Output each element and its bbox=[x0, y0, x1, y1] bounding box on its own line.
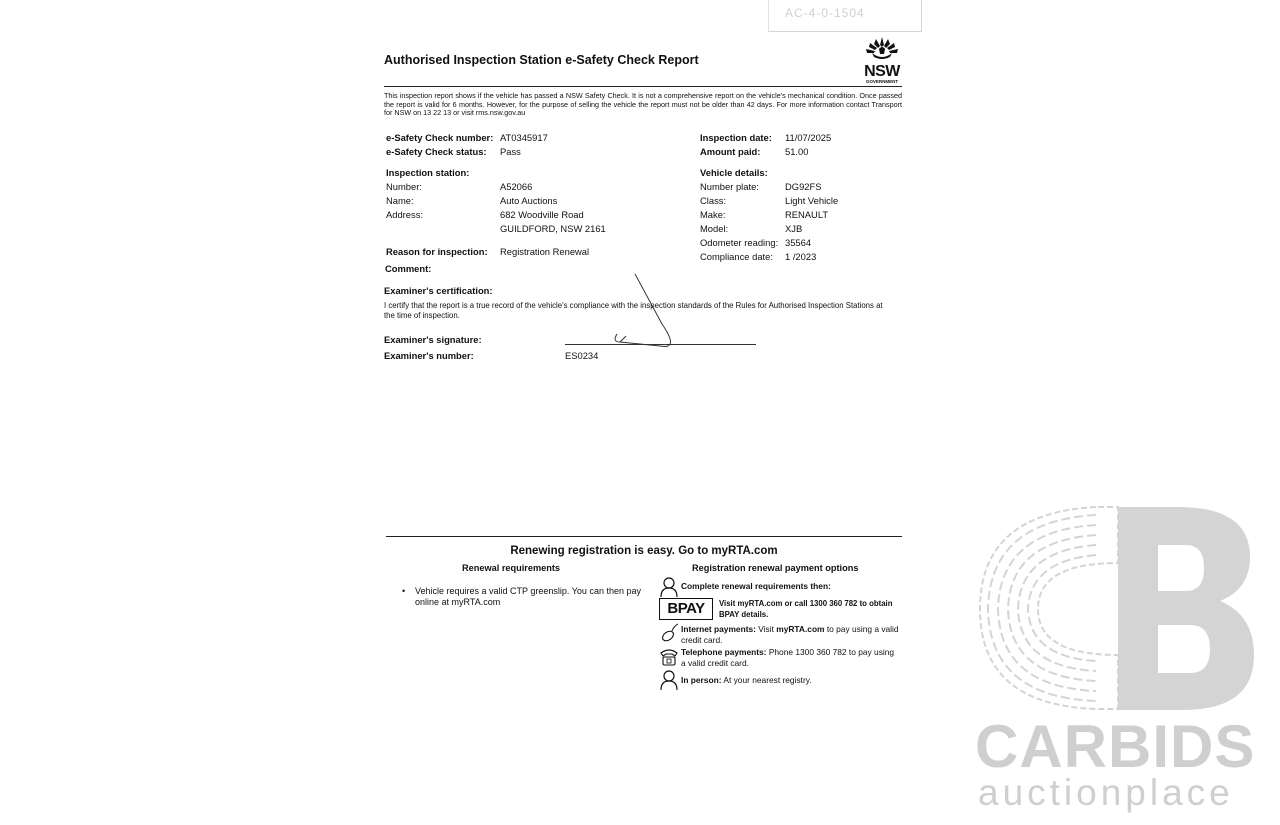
comment-label: Comment: bbox=[385, 263, 432, 274]
cert-heading: Examiner's certification: bbox=[384, 285, 493, 296]
station-heading: Inspection station: bbox=[386, 167, 470, 178]
make-value: RENAULT bbox=[785, 209, 829, 220]
bpay-text: Visit myRTA.com or call 1300 360 782 to obtain BPAY details. bbox=[719, 599, 893, 619]
examiner-number-value: ES0234 bbox=[565, 350, 599, 361]
inspection-date-label: Inspection date: bbox=[700, 132, 772, 143]
report-title: Authorised Inspection Station e-Safety Check Report bbox=[384, 53, 699, 67]
station-name-label: Name: bbox=[386, 195, 414, 206]
bpay-logo: BPAY bbox=[659, 598, 713, 620]
in-person-text: At your nearest registry. bbox=[723, 675, 812, 685]
telephone-payments bbox=[681, 647, 896, 668]
odometer-value: 35564 bbox=[785, 237, 812, 248]
nsw-government-logo bbox=[862, 35, 902, 85]
mouse-icon bbox=[660, 623, 678, 643]
logo-nsw-text: NSW bbox=[864, 63, 900, 80]
internet-label: Internet payments: bbox=[681, 624, 756, 634]
odometer-label: Odometer reading: bbox=[700, 237, 779, 248]
station-address-line2: GUILDFORD, NSW 2161 bbox=[500, 223, 606, 234]
class-label: Class: bbox=[700, 195, 727, 206]
model-label: Model: bbox=[700, 223, 729, 234]
in-person-label: In person: bbox=[681, 675, 722, 685]
payment-heading: Registration renewal payment options bbox=[692, 563, 859, 573]
check-status-value: Pass bbox=[500, 146, 521, 157]
waratah-icon bbox=[864, 35, 900, 59]
telephone-icon bbox=[660, 647, 678, 667]
inspection-date-value: 11/07/2025 bbox=[785, 132, 832, 143]
requirements-heading: Renewal requirements bbox=[462, 563, 561, 573]
compliance-label: Compliance date: bbox=[700, 251, 773, 262]
amount-paid-value: 51.00 bbox=[785, 146, 809, 157]
plate-label: Number plate: bbox=[700, 181, 759, 192]
model-value: XJB bbox=[785, 223, 803, 234]
station-name-value: Auto Auctions bbox=[500, 195, 558, 206]
signature-label: Examiner's signature: bbox=[384, 334, 482, 345]
complete-requirements-text: Complete renewal requirements then: bbox=[681, 581, 831, 591]
footer-divider bbox=[386, 536, 902, 537]
station-address-line1: 682 Woodville Road bbox=[500, 209, 584, 220]
check-status-label: e-Safety Check status: bbox=[386, 146, 487, 157]
station-number-value: A52066 bbox=[500, 181, 533, 192]
vehicle-heading: Vehicle details: bbox=[700, 167, 768, 178]
signature-mark bbox=[600, 272, 690, 352]
station-number-label: Number: bbox=[386, 181, 422, 192]
person-icon bbox=[660, 577, 678, 597]
compliance-value: 1 /2023 bbox=[785, 251, 817, 262]
requirement-text: Vehicle requires a valid CTP greenslip. You can then pay online at myRTA.com bbox=[415, 586, 641, 607]
examiner-number-label: Examiner's number: bbox=[384, 350, 474, 361]
phone-label: Telephone payments: bbox=[681, 647, 767, 657]
carbids-logo-mark bbox=[978, 505, 1256, 710]
phone-text: Phone 1300 360 782 to pay using a valid credit card. bbox=[681, 647, 895, 668]
plate-value: DG92FS bbox=[785, 181, 822, 192]
cert-text: I certify that the report is a true record of the vehicle's compliance with the inspection standards of the Rules for Authorised Inspection Stations at the time of inspection. bbox=[384, 301, 883, 320]
internet-text-pre: Visit bbox=[758, 624, 777, 634]
header-divider bbox=[384, 86, 902, 87]
internet-payments bbox=[681, 624, 901, 645]
station-address-label: Address: bbox=[386, 209, 423, 220]
reason-label: Reason for inspection: bbox=[386, 246, 488, 257]
person-icon-in-person bbox=[660, 670, 678, 690]
myrta-link[interactable]: myRTA.com bbox=[776, 624, 825, 634]
internet-text-post: to pay using a valid credit card. bbox=[681, 624, 899, 645]
intro-paragraph: This inspection report shows if the vehicle has passed a NSW Safety Check. It is not a comprehensive report on the vehicle's mechanical condition. Once passed the report is valid for 6 months. However, for the purpose of selling the vehicle the report must not be older than 42 days. For more information contact Transport for NSW on 13 22 13 or visit rms.nsw.gov.au bbox=[384, 91, 902, 118]
amount-paid-label: Amount paid: bbox=[700, 146, 761, 157]
make-label: Make: bbox=[700, 209, 726, 220]
reason-value: Registration Renewal bbox=[500, 246, 590, 257]
in-person-payments bbox=[681, 675, 812, 686]
requirement-item: • Vehicle requires a valid CTP greenslip. You can then pay online at myRTA.com bbox=[402, 586, 647, 608]
received-stamp: AC-4-0-1504 bbox=[768, 0, 922, 32]
renewal-heading: Renewing registration is easy. Go to myRTA.com bbox=[510, 545, 778, 557]
watermark-brand: CARBIDS bbox=[975, 713, 1256, 780]
watermark-tagline: auctionplace bbox=[978, 772, 1234, 813]
check-number-label: e-Safety Check number: bbox=[386, 132, 494, 143]
class-value: Light Vehicle bbox=[785, 195, 839, 206]
check-number-value: AT0345917 bbox=[500, 132, 548, 143]
logo-government-text: GOVERNMENT bbox=[865, 79, 899, 84]
